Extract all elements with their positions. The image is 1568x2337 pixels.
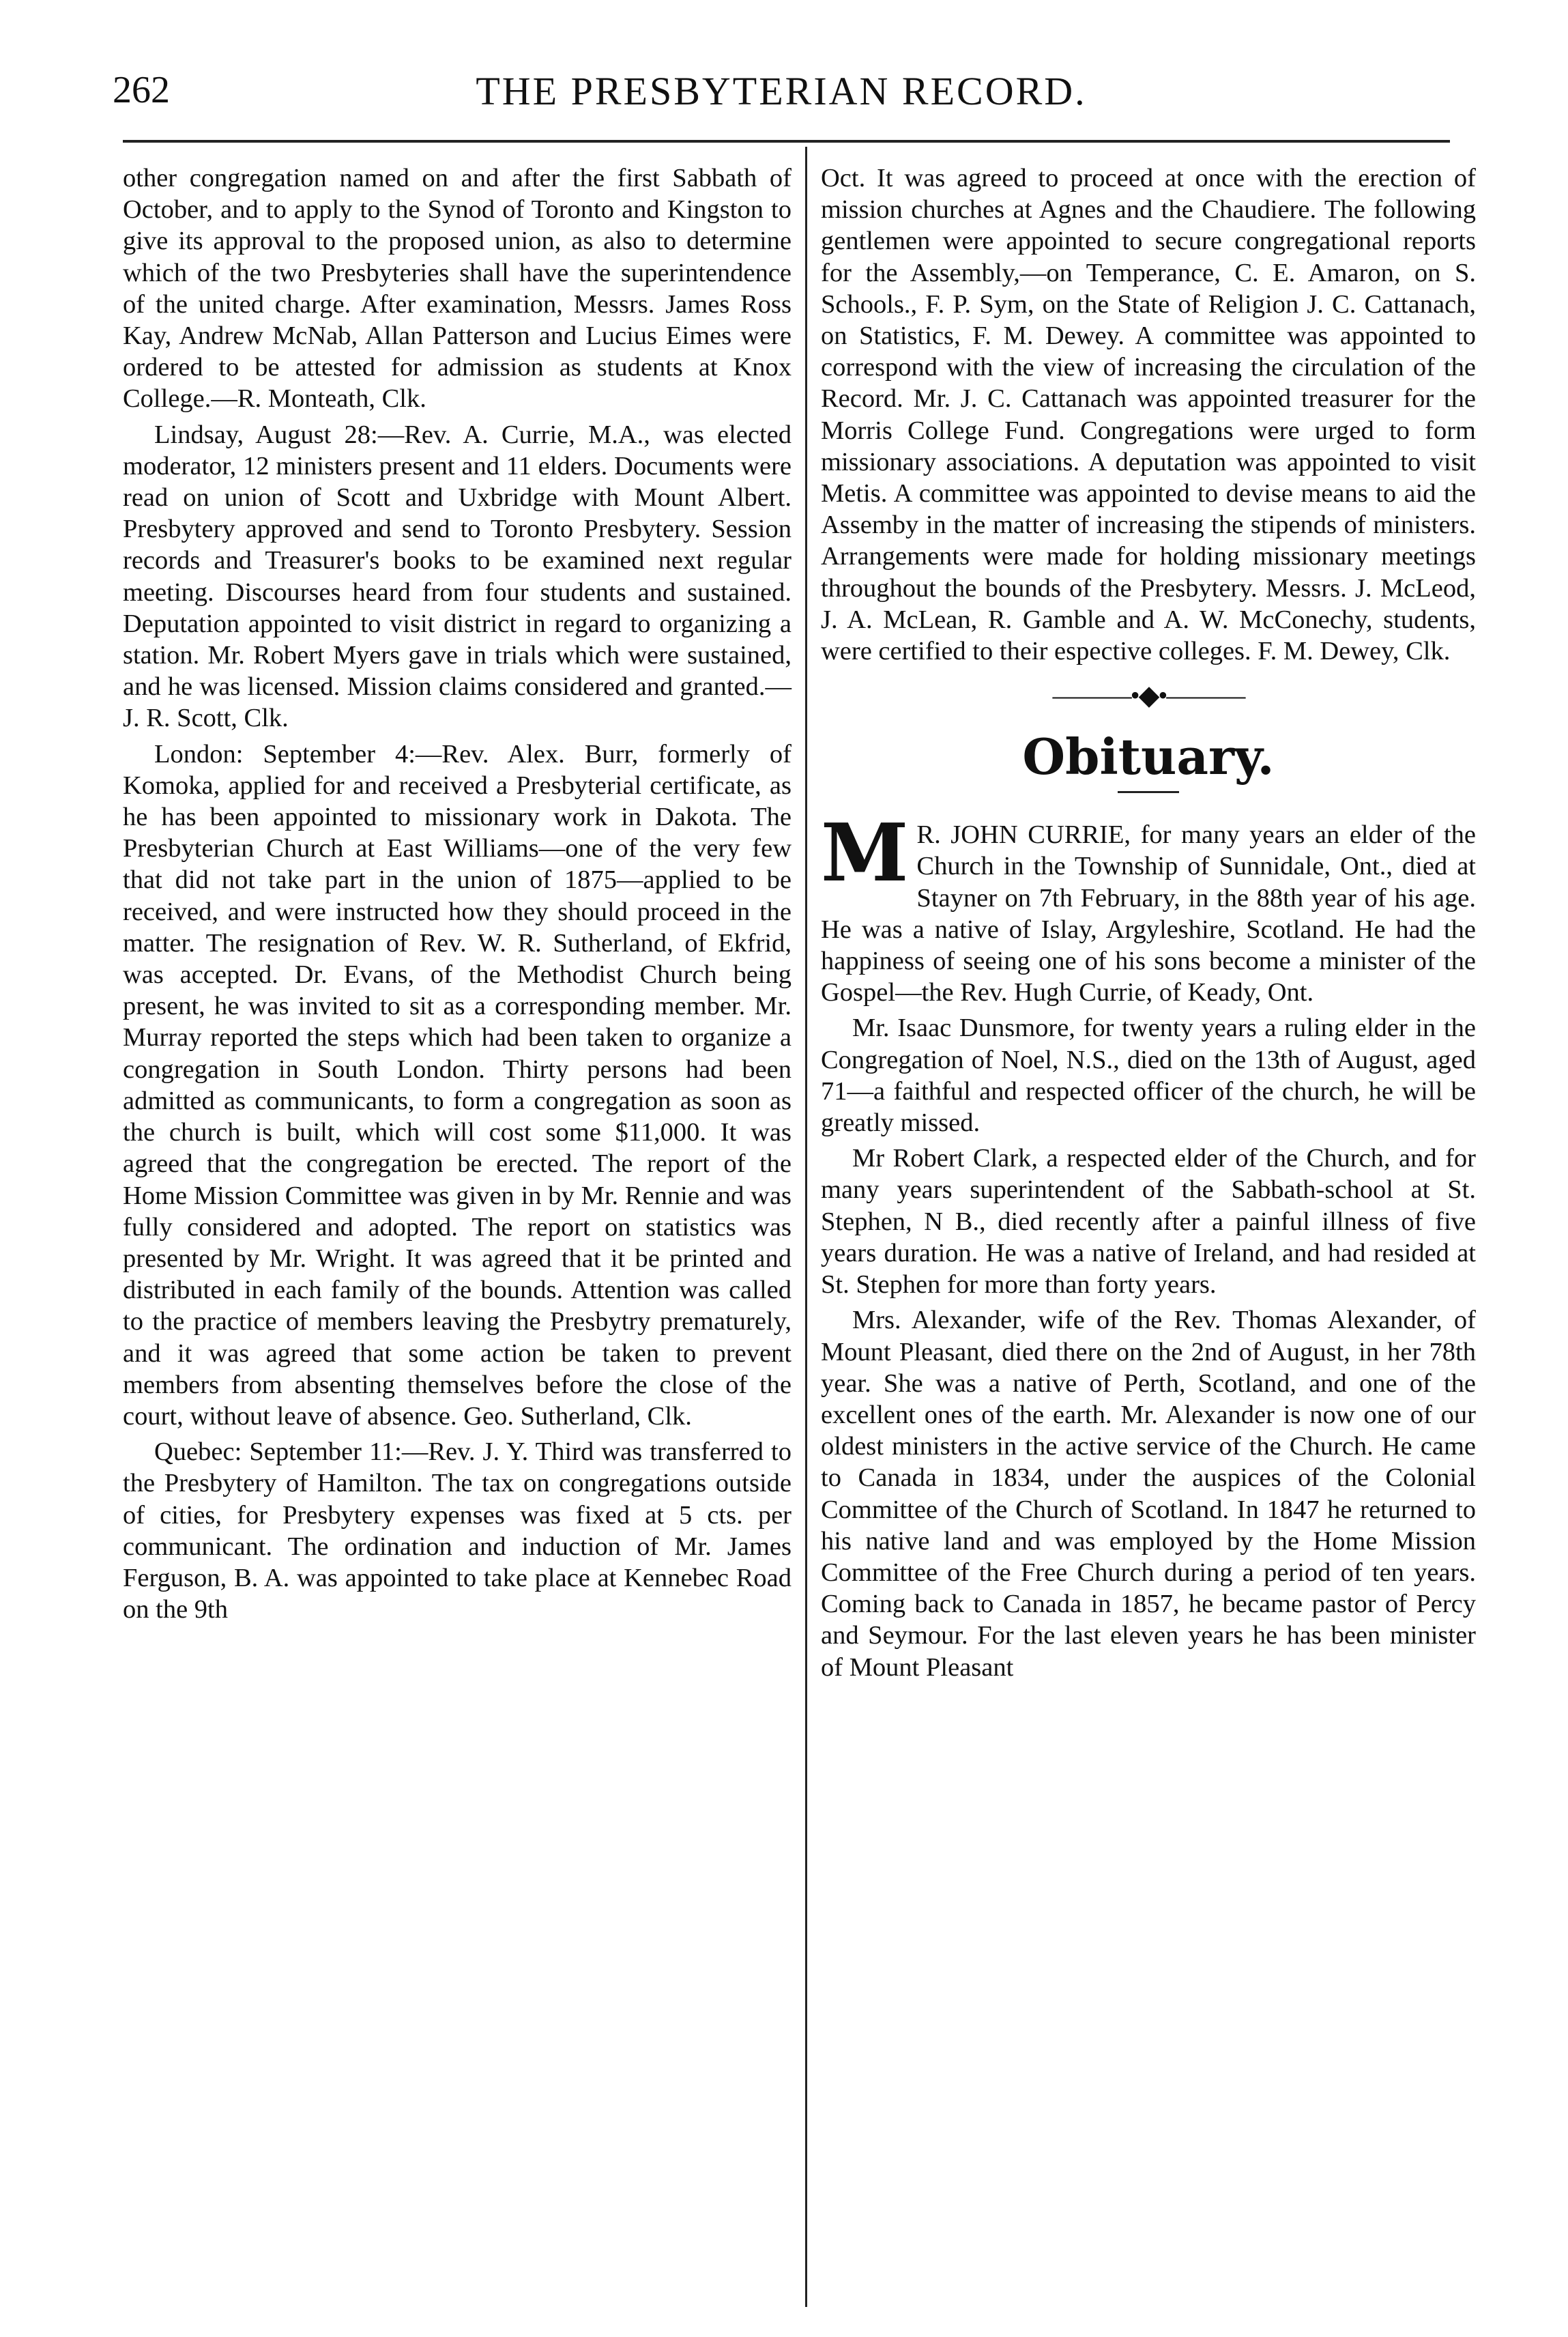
page-header	[113, 68, 1450, 123]
obituary-entry-dunsmore: Mr. Isaac Dunsmore, for twenty years a ruling elder in the Congregation of Noel, N.S., died on the 13th of August, aged 71—a faithful and respected officer of the church, he will be greatly missed.	[821, 1014, 1476, 1138]
presbytery-report-lindsay: Lindsay, August 28:—Rev. A. Currie, M.A., was elected moderator, 12 ministers present and 11 elders. Documents were read on union of Scott and Uxbridge with Mount Albert. Presbytery approved and send to Toronto Presbytery. Session records and Treasurer's books to be examined next regular meeting. Discourses heard from four students and sustained. Deputation appointed to visit district in regard to organizing a station. Mr. Robert Myers gave in trials which were sustained, and he was licensed. Mission claims considered and granted.—J. R. Scott, Clk.	[123, 420, 792, 733]
obituary-heading: Obituary.	[1022, 728, 1275, 786]
presbytery-report-quebec-continued: Oct. It was agreed to proceed at once with the erection of mission churches at Agnes and the Chaudiere. The following gentlemen were appointed to secure congregational reports for the Assembly,—on Temperance, C. E. Amaron, on S. Schools., F. P. Sym, on the State of Religion J. C. Cattanach, on Statistics, F. M. Dewey. A committee was appointed to correspond with the view of increasing the circulation of the Record. Mr. J. C. Cattanach was appointed treasurer for the Morris College Fund. Congregations were urged to form missionary associations. A deputation was appointed to visit Metis. A committee was appointed to devise means to aid the Assemby in the matter of increasing the stipends of ministers. Arrangements were made for holding missionary meetings throughout the bounds of the Presbytery. Messrs. J. McLeod, J. A. McLean, R. Gamble and A. W. McConechy, students, were certified to their espective colleges. F. M. Dewey, Clk.	[821, 164, 1476, 666]
heading-rule	[1118, 791, 1179, 793]
presbytery-report-quebec: Quebec: September 11:—Rev. J. Y. Third was transferred to the Presbytery of Hamilton. The tax on congregations outside of cities, for Presbytery expenses was fixed at 5 cts. per communicant. The ordination and induction of Mr. James Ferguson, B. A. was appointed to take place at Kennebec Road on the 9th	[123, 1437, 792, 1624]
page-number: 262	[113, 69, 170, 111]
left-column	[123, 162, 792, 1629]
header-rule	[123, 140, 1450, 143]
column-divider	[805, 147, 807, 2307]
presbytery-report-london: London: September 4:—Rev. Alex. Burr, formerly of Komoka, applied for and received a Presbyterial certificate, as he has been appointed to missionary work in Dakota. The Presbyterian Church at East Williams—one of the very few that did not take part in the union of 1875—applied to be received, and were instructed how they should proceed in the matter. The resignation of Rev. W. R. Sutherland, of Ekfrid, was accepted. Dr. Evans, of the Methodist Church being present, he was invited to sit as a corresponding member. Mr. Murray reported the steps which had been taken to organize a congregation in South London. Thirty persons had been admitted as communicants, to form a congregation as soon as the church is built, which will cost some $11,000. It was agreed that the congregation be erected. The report of the Home Mission Committee was given in by Mr. Rennie and was fully considered and adopted. The report on statistics was presented by Mr. Wright. It was agreed that it be printed and distributed in each family of the bounds. Attention was called to the practice of members leaving the Presbytry prematurely, and it was agreed that some action be taken to prevent members from absenting themselves before the close of the court, without leave of absence. Geo. Sutherland, Clk.	[123, 739, 792, 1431]
presbytery-report-continued: other congregation named on and after the first Sabbath of October, and to apply to the Synod of Toronto and Kingston to give its approval to the proposed union, as also to determine which of the two Presbyteries shall have the superintendence of the united charge. After examination, Messrs. James Ross Kay, Andrew McNab, Allan Patterson and Lucius Eimes were ordered to be attested for admission as students at Knox College.—R. Monteath, Clk.	[123, 164, 792, 414]
obituary-entry-currie-text: R. JOHN CURRIE, for many years an elder of the Church in the Township of Sunnidale, Ont., died at Stayner on 7th February, in the 88th year of his age. He was a native of Islay, Argyleshire, Scotland. He had the happiness of seeing one of his sons become a minister of the Gospel—the Rev. Hugh Currie, of Keady, Ont.	[821, 820, 1476, 1007]
obituary-entry-currie	[821, 807, 1476, 1008]
obituary-entry-alexander: Mrs. Alexander, wife of the Rev. Thomas Alexander, of Mount Pleasant, died there on the 2nd of August, in her 78th year. She was a native of Perth, Scotland, and one of the excellent ones of the earth. Mr. Alexander is now one of our oldest ministers in the active service of the Church. He came to Canada in 1834, under the auspices of the Colonial Committee of the Church of Scotland. In 1847 he returned to his native land and was employed by the Home Mission Committee of the Free Church during a period of ten years. Coming back to Canada in 1857, he became pastor of Percy and Seymour. For the last eleven years he has been minister of Mount Pleasant	[821, 1306, 1476, 1682]
dropcap-letter: M	[821, 807, 909, 900]
section-ornament: ———•◆•———	[1052, 680, 1245, 711]
right-column	[821, 162, 1476, 1687]
running-title: THE PRESBYTERIAN RECORD.	[476, 69, 1087, 113]
obituary-entry-clark: Mr Robert Clark, a respected elder of the Church, and for many years superintendent of the Sabbath-school at St. Stephen, N B., died recently after a painful illness of five years duration. He was a native of Ireland, and had resided at St. Stephen for more than forty years.	[821, 1144, 1476, 1300]
